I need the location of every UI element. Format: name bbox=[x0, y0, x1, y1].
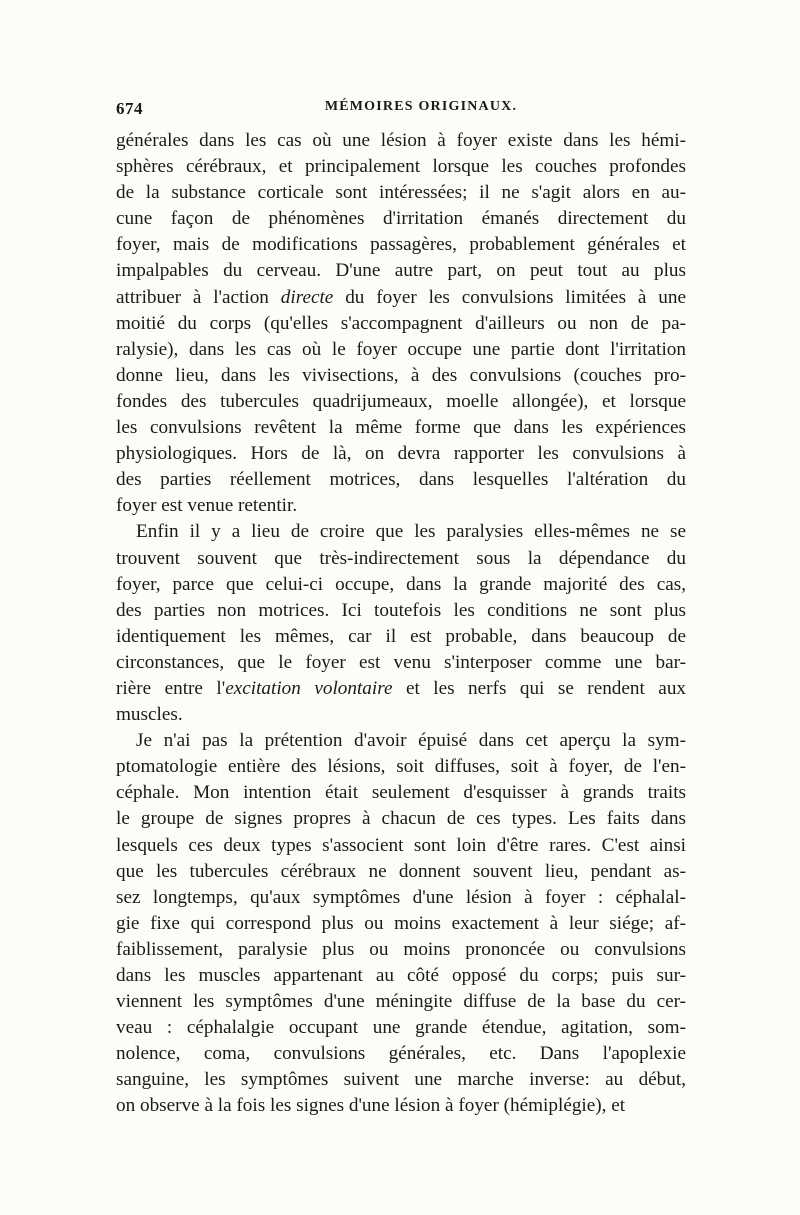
text-line: circonstances, que le foyer est venu s'interposer comme une bar- bbox=[116, 651, 686, 673]
text-line: foyer, mais de modifications passagères, probablement générales et bbox=[116, 234, 686, 256]
text-line: de la substance corticale sont intéressées; il ne s'agit alors en au- bbox=[116, 182, 686, 204]
paragraph bbox=[116, 519, 686, 728]
text-line: le groupe de signes propres à chacun de ces types. Les faits dans bbox=[116, 808, 686, 830]
text-line: dans les muscles appartenant au côté opposé du corps; puis sur- bbox=[116, 965, 686, 986]
emphasized-text: directe bbox=[280, 286, 334, 308]
body-text bbox=[116, 128, 686, 1120]
emphasized-text: excitation volontaire bbox=[225, 677, 393, 699]
text-segment: rière entre l' bbox=[116, 677, 226, 699]
text-segment: attribuer à l'action bbox=[116, 286, 281, 308]
text-line bbox=[116, 285, 686, 311]
text-line: les convulsions revêtent la même forme que dans les expériences bbox=[116, 417, 686, 439]
text-line bbox=[116, 676, 686, 702]
text-line: faiblissement, paralysie plus ou moins prononcée ou convulsions bbox=[116, 938, 686, 960]
text-line: muscles. bbox=[116, 704, 183, 726]
text-line: veau : céphalalgie occupant une grande étendue, agitation, som- bbox=[116, 1017, 686, 1039]
text-line: ptomatologie entière des lésions, soit diffuses, soit à foyer, de l'en- bbox=[116, 756, 686, 778]
text-line: trouvent souvent que très-indirectement sous la dépendance du bbox=[116, 547, 686, 569]
paragraph bbox=[116, 128, 686, 519]
text-line: lesquels ces deux types s'associent sont loin d'être rares. C'est ainsi bbox=[116, 834, 686, 856]
text-line: viennent les symptômes d'une méningite diffuse de la base du cer- bbox=[116, 991, 686, 1013]
text-line: foyer est venue retentir. bbox=[116, 495, 298, 517]
text-line: foyer, parce que celui-ci occupe, dans la grande majorité des cas, bbox=[116, 573, 686, 595]
text-line: gie fixe qui correspond plus ou moins exactement à leur siége; af- bbox=[116, 912, 686, 934]
paragraph bbox=[116, 728, 686, 1119]
text-line: donne lieu, dans les vivisections, à des convulsions (couches pro- bbox=[116, 364, 686, 386]
text-line: moitié du corps (qu'elles s'accompagnent d'ailleurs ou non de pa- bbox=[116, 312, 686, 334]
text-line: Je n'ai pas la prétention d'avoir épuisé dans cet aperçu la sym- bbox=[136, 730, 686, 752]
text-line: des parties réellement motrices, dans lesquelles l'altération du bbox=[116, 469, 686, 491]
page-number: 674 bbox=[116, 99, 143, 118]
text-line: on observe à la fois les signes d'une lésion à foyer (hémiplégie), et bbox=[116, 1095, 626, 1117]
running-head: MÉMOIRES ORIGINAUX. bbox=[324, 99, 518, 114]
text-line: identiquement les mêmes, car il est probable, dans beaucoup de bbox=[116, 625, 686, 647]
text-line: Enfin il y a lieu de croire que les paralysies elles-mêmes ne se bbox=[136, 521, 686, 543]
text-line: ralysie), dans les cas où le foyer occupe une partie dont l'irritation bbox=[116, 338, 686, 360]
text-line: que les tubercules cérébraux ne donnent souvent lieu, pendant as- bbox=[116, 860, 686, 882]
text-line: sez longtemps, qu'aux symptômes d'une lésion à foyer : céphalal- bbox=[116, 886, 686, 908]
text-line: sanguine, les symptômes suivent une marche inverse: au début, bbox=[116, 1069, 686, 1091]
text-segment: et les nerfs qui se rendent aux bbox=[392, 677, 686, 699]
text-line: nolence, coma, convulsions générales, etc. Dans l'apoplexie bbox=[116, 1043, 686, 1065]
text-line: cune façon de phénomènes d'irritation émanés directement du bbox=[116, 208, 686, 230]
text-line: physiologiques. Hors de là, on devra rapporter les convulsions à bbox=[116, 443, 686, 465]
text-line: sphères cérébraux, et principalement lorsque les couches profondes bbox=[116, 156, 686, 178]
page-header bbox=[116, 99, 686, 125]
text-line: des parties non motrices. Ici toutefois les conditions ne sont plus bbox=[116, 599, 686, 621]
text-line: générales dans les cas où une lésion à foyer existe dans les hémi- bbox=[116, 130, 686, 151]
text-line: impalpables du cerveau. D'une autre part, on peut tout au plus bbox=[116, 260, 686, 282]
text-line: fondes des tubercules quadrijumeaux, moelle allongée), et lorsque bbox=[116, 390, 686, 412]
text-segment: du foyer les convulsions limitées à une bbox=[333, 286, 686, 308]
text-line: céphale. Mon intention était seulement d'esquisser à grands traits bbox=[116, 782, 686, 804]
